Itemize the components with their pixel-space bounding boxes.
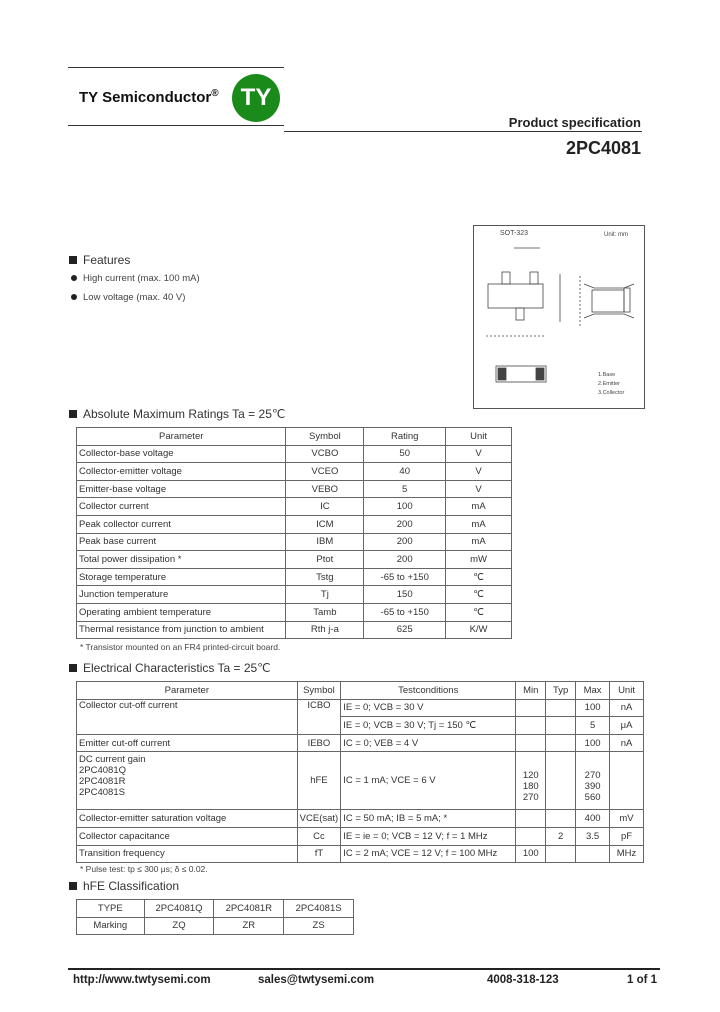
- abs-max-note: * Transistor mounted on an FR4 printed-circuit board.: [80, 642, 281, 652]
- table-row: Collector-base voltage VCBO 50 V: [77, 445, 512, 463]
- table-row: Operating ambient temperature Tamb -65 to +150 ℃: [77, 603, 512, 621]
- package-units: Unit: mm: [604, 232, 628, 238]
- features-heading: Features: [69, 253, 130, 267]
- package-name: SOT-323: [500, 230, 529, 237]
- ty-logo: TY: [232, 74, 280, 122]
- footer-website[interactable]: http://www.twtysemi.com: [73, 974, 211, 986]
- hfe-table: [76, 899, 354, 935]
- legend-emitter: 2.Emitter: [598, 381, 621, 387]
- table-row: Emitter cut-off current IEBO IC = 0; VEB = 4 V 100 nA: [77, 734, 644, 752]
- col-symbol: Symbol: [286, 428, 364, 446]
- package-drawing: [473, 225, 645, 409]
- table-row: Collector current IC 100 mA: [77, 498, 512, 516]
- footer-phone: 4008-318-123: [487, 974, 559, 986]
- table-row: Thermal resistance from junction to ambient Rth j-a 625 K/W: [77, 621, 512, 639]
- part-number: 2PC4081: [565, 138, 641, 158]
- footer-email[interactable]: sales@twtysemi.com: [258, 974, 375, 986]
- legend-collector: 3.Collector: [598, 390, 625, 396]
- table-row: Total power dissipation * Ptot 200 mW: [77, 551, 512, 569]
- table-row: Marking ZQ ZR ZS: [77, 917, 354, 935]
- header-rule-mid: [68, 125, 284, 126]
- table-row: IE = 0; VCB = 30 V; Tj = 150 ℃ 5 μA: [77, 717, 644, 735]
- table-row: Storage temperature Tstg -65 to +150 ℃: [77, 568, 512, 586]
- footer-page: 1 of 1: [627, 974, 658, 986]
- feature-item: High current (max. 100 mA): [71, 273, 200, 284]
- table-row: Peak collector current ICM 200 mA: [77, 515, 512, 533]
- table-header-row: Parameter Symbol Testconditions Min Typ Max Unit: [77, 682, 644, 700]
- col-rating: Rating: [364, 428, 446, 446]
- table-row: Junction temperature Tj 150 ℃: [77, 586, 512, 604]
- elec-note: * Pulse test: tp ≤ 300 μs; δ ≤ 0.02.: [80, 864, 208, 874]
- header-rule-right: [284, 131, 642, 132]
- elec-table: [76, 681, 644, 863]
- col-unit: Unit: [446, 428, 512, 446]
- table-header-row: [77, 428, 512, 446]
- abs-max-table: [76, 427, 512, 639]
- col-parameter: Parameter: [77, 428, 286, 446]
- hfe-heading: hFE Classification: [69, 879, 179, 893]
- table-row: Peak base current IBM 200 mA: [77, 533, 512, 551]
- table-row: Transition frequency fT IC = 2 mA; VCE = 12 V; f = 100 MHz 100 MHz: [77, 845, 644, 863]
- feature-item: Low voltage (max. 40 V): [71, 292, 185, 303]
- table-row: Collector-emitter saturation voltage VCE(sat) IC = 50 mA; IB = 5 mA; * 400 mV: [77, 810, 644, 828]
- legend-base: 1.Base: [598, 372, 616, 378]
- table-header-row: TYPE 2PC4081Q 2PC4081R 2PC4081S: [77, 900, 354, 918]
- table-row: DC current gain 2PC4081Q 2PC4081R 2PC4081S hFE IC = 1 mA; VCE = 6 V 120 180 270 270 390 560: [77, 752, 644, 810]
- table-row: Collector cut-off current ICBO IE = 0; VCB = 30 V 100 nA: [77, 699, 644, 717]
- table-row: Collector-emitter voltage VCEO 40 V: [77, 463, 512, 481]
- product-spec-label: Product specification: [508, 115, 641, 130]
- header-rule-top: [68, 67, 284, 68]
- abs-max-heading: Absolute Maximum Ratings Ta = 25℃: [69, 407, 285, 421]
- brand-name: TY Semiconductor®: [79, 88, 219, 106]
- elec-heading: Electrical Characteristics Ta = 25℃: [69, 661, 271, 675]
- table-row: Collector capacitance Cc IE = ie = 0; VCB = 12 V; f = 1 MHz 2 3.5 pF: [77, 827, 644, 845]
- footer-rule: [68, 968, 660, 970]
- table-row: Emitter-base voltage VEBO 5 V: [77, 480, 512, 498]
